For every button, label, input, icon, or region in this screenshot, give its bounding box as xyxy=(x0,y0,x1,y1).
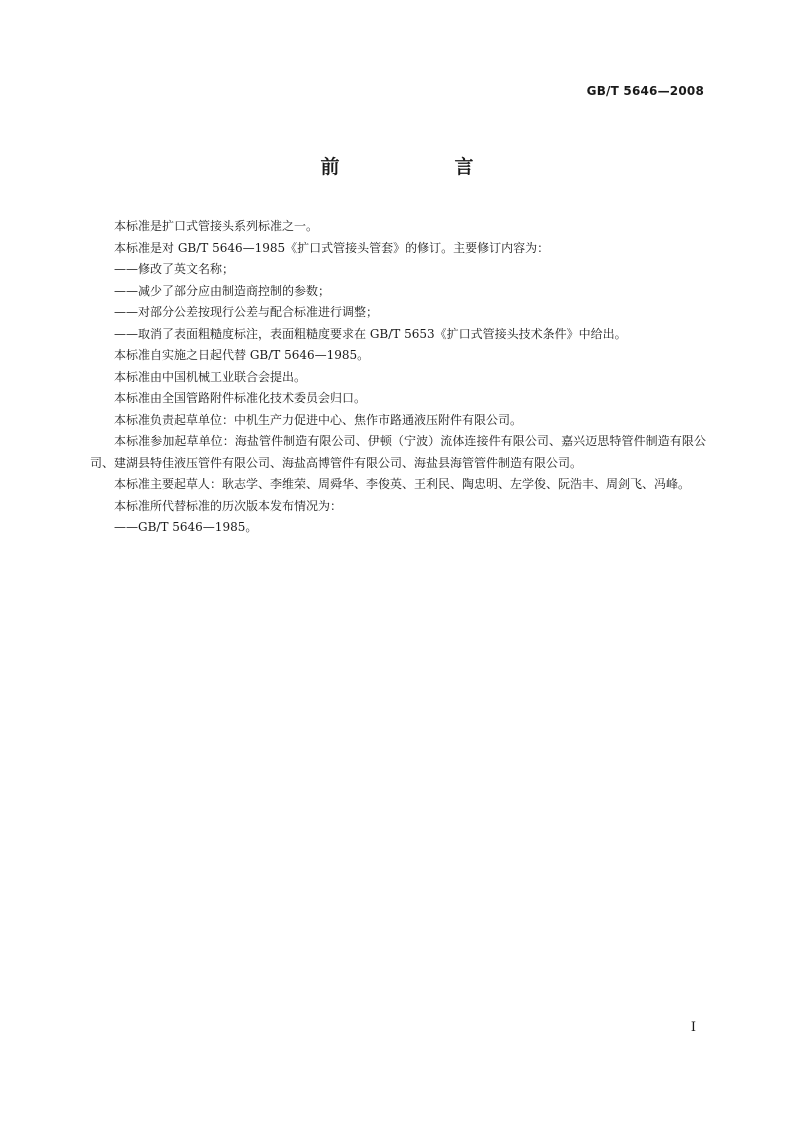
paragraph-series: 本标准是扩口式管接头系列标准之一。 xyxy=(114,219,319,233)
page-title: 前 言 xyxy=(320,156,522,178)
foreword-body xyxy=(90,216,706,539)
paragraph-replaces: 本标准自实施之日起代替 GB/T 5646—1985。 xyxy=(114,348,370,362)
paragraph-administered-by: 本标准由全国管路附件标准化技术委员会归口。 xyxy=(114,391,367,405)
paragraph-previous-editions: 本标准所代替标准的历次版本发布情况为： xyxy=(114,498,343,513)
revision-item-parameters: ——减少了部分应由制造商控制的参数； xyxy=(114,283,331,298)
revision-item-tolerances: ——对部分公差按现行公差与配合标准进行调整； xyxy=(114,305,379,319)
paragraph-participating-drafters: 本标准参加起草单位：海盐管件制造有限公司、伊顿（宁波）流体连接件有限公司、嘉兴迈思特管件制造有限公司、建湖县特佳液压管件有限公司、海盐高博管件有限公司、海盐县海管管件制造有限公司。 xyxy=(90,434,706,470)
paragraph-revision-intro: 本标准是对 GB/T 5646—1985《扩口式管接头管套》的修订。主要修订内容为： xyxy=(114,240,550,255)
previous-edition-item: ——GB/T 5646—1985。 xyxy=(114,520,258,534)
revision-item-english-name: ——修改了英文名称； xyxy=(114,262,235,276)
revision-item-roughness: ——取消了表面粗糙度标注，表面粗糙度要求在 GB/T 5653《扩口式管接头技术条件》中给出。 xyxy=(114,326,627,341)
paragraph-lead-drafters: 本标准负责起草单位：中机生产力促进中心、焦作市路通液压附件有限公司。 xyxy=(114,412,523,427)
paragraph-proposed-by: 本标准由中国机械工业联合会提出。 xyxy=(114,369,307,384)
paragraph-main-drafters: 本标准主要起草人：耿志学、李维荣、周舜华、李俊英、王利民、陶忠明、左学俊、阮浩丰、周剑飞、冯峰。 xyxy=(114,477,691,491)
page-number: I xyxy=(690,1020,696,1035)
standard-code: GB/T 5646—2008 xyxy=(586,84,704,98)
